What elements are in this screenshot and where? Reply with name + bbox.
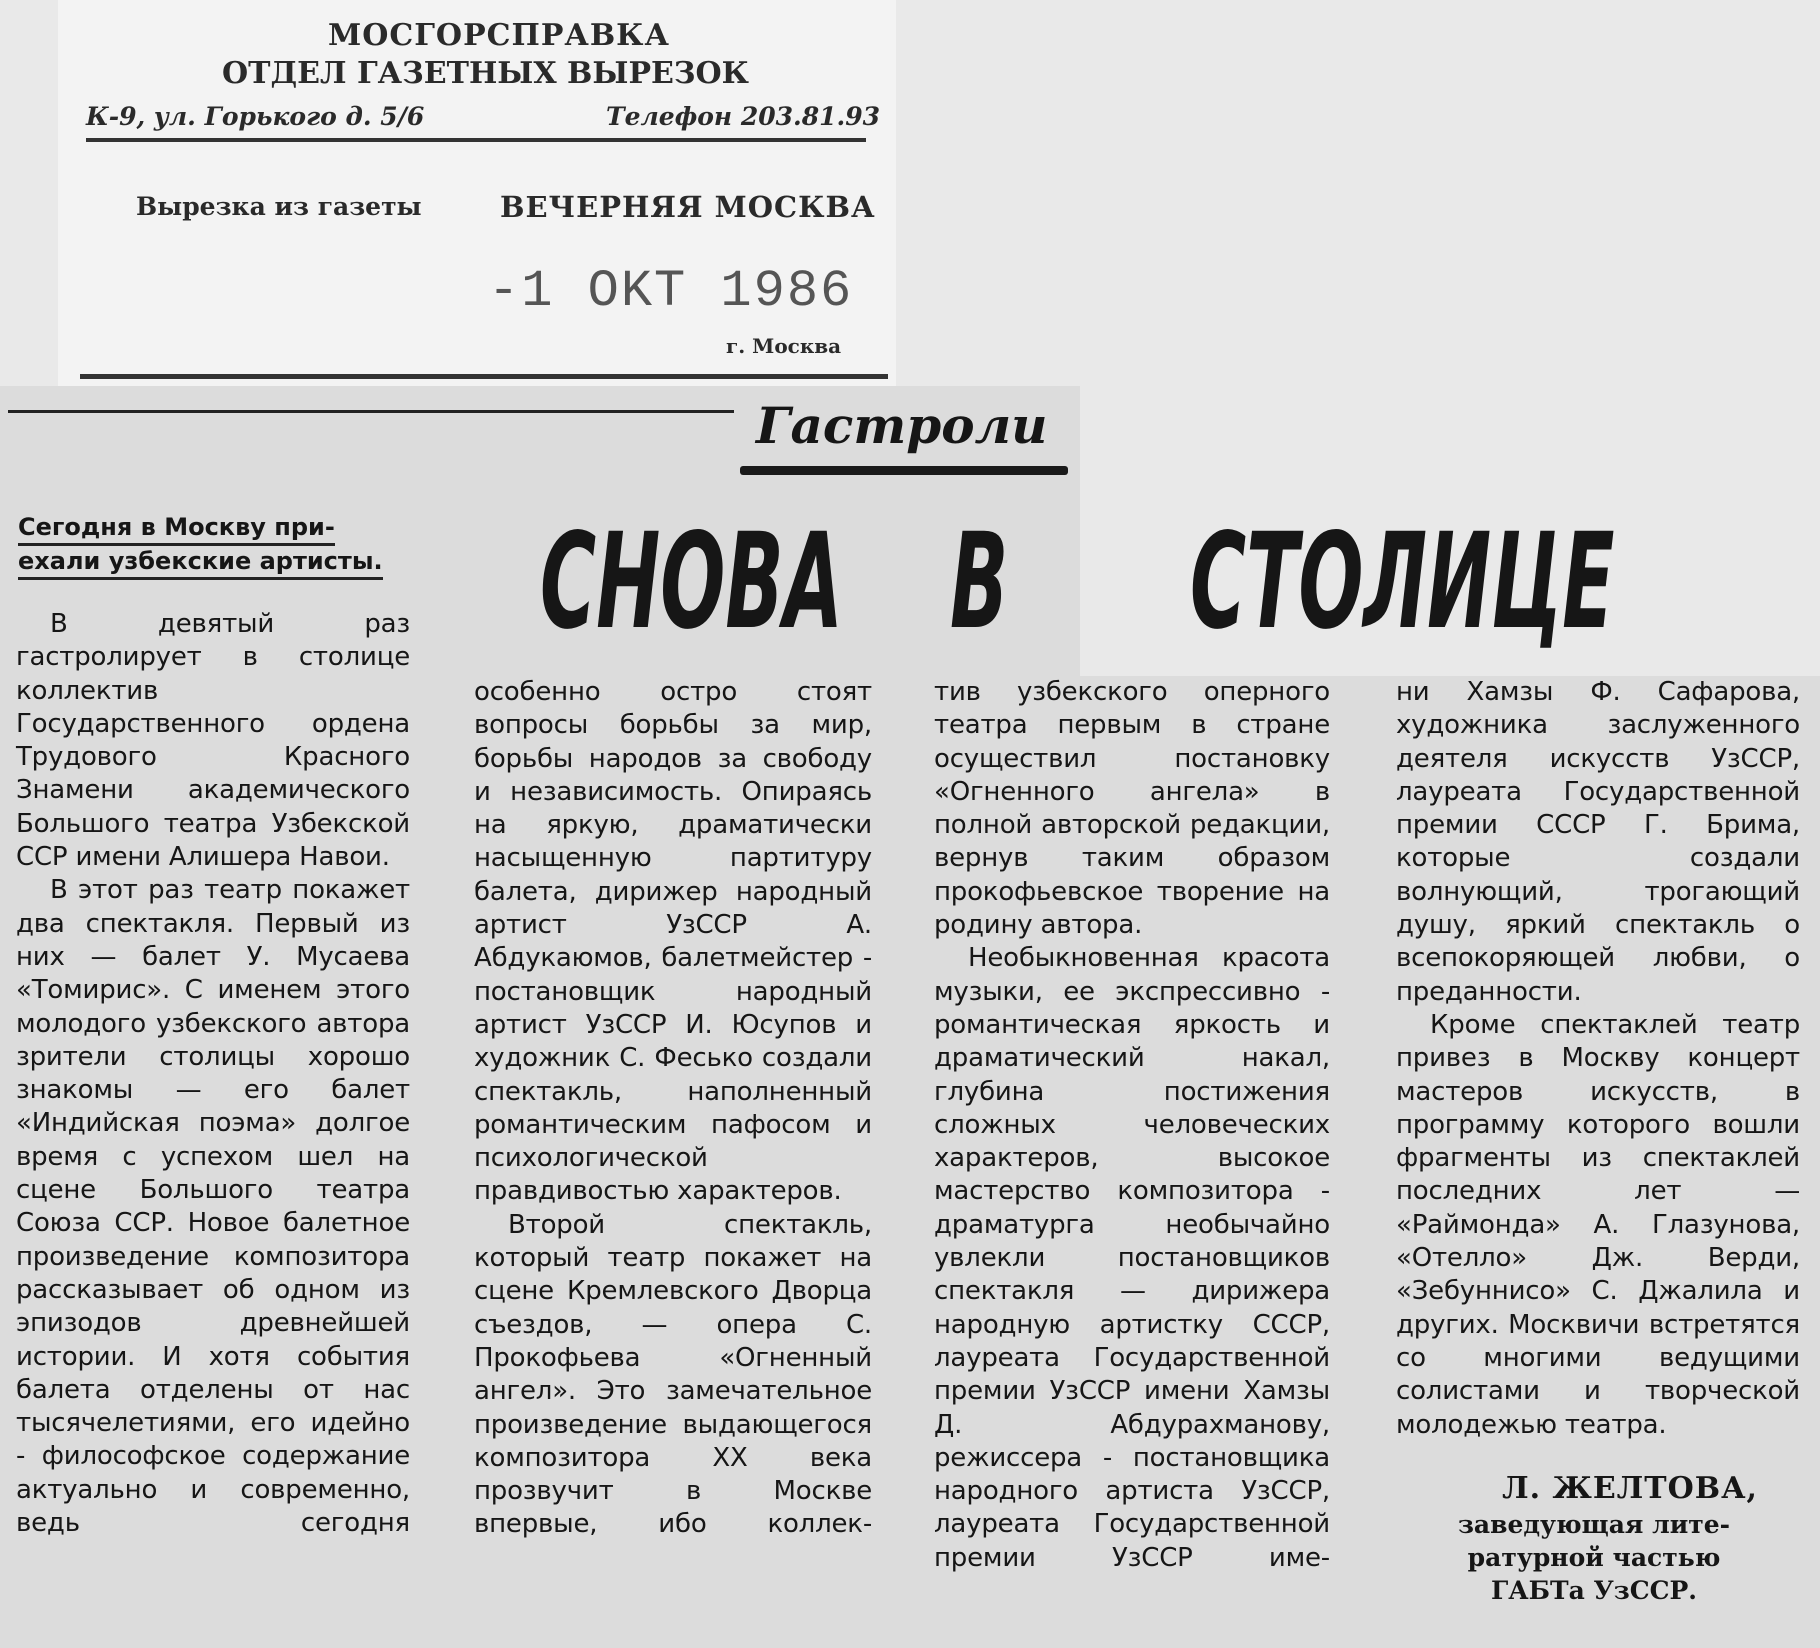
clipping-stamp [58,0,896,386]
rubric-rule [8,410,734,413]
rubric-underline [740,466,1068,475]
stamp-rule [86,138,866,142]
paragraph: В этот раз театр покажет два спектакля. Первый из них — балет У. Мусаева «Томирис». С именем этого молодого узбекского автора зрители столицы хорошо знакомы — его балет «Индийская поэма» долгое время с успехом шел на сцене Большого театра Союза ССР. Новое балетное произведение композитора рассказывает об одном из эпизодов древнейшей истории. И хотя события балета отделены от нас тысячелетиями, его идейно - философское содержание актуально и современно, ведь сегодня [16,875,410,1539]
author-role-line: ГАБТа УзССР. [1490,1576,1698,1605]
stamp-rule-bottom [80,374,888,379]
headline [540,505,1660,659]
lead [18,510,410,578]
article-column [474,676,872,1542]
stamp-address: К-9, ул. Горького д. 5/6 [86,102,425,131]
rubric: Гастроли [756,396,1048,455]
stamp-newspaper: ВЕЧЕРНЯЯ МОСКВА [500,190,876,224]
paragraph: Второй спектакль, который театр покажет на сцене Кремлевского Дворца съездов, — опера С. Прокофьева «Огненный ангел». Это замечательное произведение выдающегося композитора XX века прозвучит в Москве впервые, ибо коллек- [474,1209,872,1540]
paragraph: В девятый раз гастролирует в столице коллектив Государственного ордена Трудового Красного Знамени академического Большого театра Узбекской ССР имени Алишера Навои. [16,609,410,873]
article-column [1396,676,1800,1442]
headline-word: В [950,505,1009,659]
paragraph: Необыкновенная красота музыки, ее экспрессивно - романтическая яркость и драматический накал, глубина постижения сложных человеческих характеров, высокое мастерство композитора - драматурга необычайно увлекли постановщиков спектакля — дирижера народную артистку СССР, лауреата Государственной премии УзССР имени Хамзы Д. Абдурахманову, режиссера - постановщика народного артиста УзССР, лауреата Государственной премии УзССР име- [934,943,1330,1573]
lead-line: Сегодня в Москву при- [18,513,335,546]
paragraph: ни Хамзы Ф. Сафарова, художника заслуженного деятеля искусств УзССР, лауреата Государственной премии СССР Г. Брима, которые создали волнующий, трогающий душу, яркий спектакль о всепокоряющей любви, о преданности. [1396,677,1800,1007]
headline-word: СТОЛИЦЕ [1190,505,1615,659]
paragraph: тив узбекского оперного театра первым в стране осуществил постановку «Огненного ангела» в полной авторской редакции, вернув таким образом прокофьевское творение на родину автора. [934,677,1330,941]
author-role-line: заведующая лите- [1457,1510,1731,1539]
stamp-date: -1 OKT 1986 [488,262,854,321]
paragraph: Кроме спектаклей театр привез в Москву концерт мастеров искусств, в программу которого вошли фрагменты из спектаклей последних лет — «Раймонда» А. Глазунова, «Отелло» Дж. Верди, «Зебуннисо» С. Джалила и других. Москвичи встретятся со многими ведущими солистами и творческой молодежью театра. [1396,1009,1800,1440]
stamp-org: МОСГОРСПРАВКА [328,18,670,53]
author-name: Л. ЖЕЛТОВА, [1502,1471,1758,1506]
headline-word: СНОВА [540,505,843,659]
stamp-phone: Телефон 203.81.93 [606,102,881,131]
author-role-line: ратурной частью [1467,1543,1721,1572]
stamp-source-label: Вырезка из газеты [136,192,422,221]
stamp-city: г. Москва [726,334,842,358]
author-role [1430,1508,1758,1607]
stamp-department: ОТДЕЛ ГАЗЕТНЫХ ВЫРЕЗОК [222,56,749,91]
paragraph: особенно остро стоят вопросы борьбы за мир, борьбы народов за свободу и независимость. Опираясь на яркую, драматически насыщенную партитуру балета, дирижер народный артист УзССР А. Абдукаюмов, балетмейстер - постановщик народный артист УзССР И. Юсупов и художник С. Фесько создали спектакль, наполненный романтическим пафосом и психологической правдивостью характеров. [474,677,872,1207]
lead-line: ехали узбекские артисты. [18,547,383,580]
article-column [16,608,410,1540]
article-column [934,676,1330,1575]
author-signature [1430,1470,1758,1607]
